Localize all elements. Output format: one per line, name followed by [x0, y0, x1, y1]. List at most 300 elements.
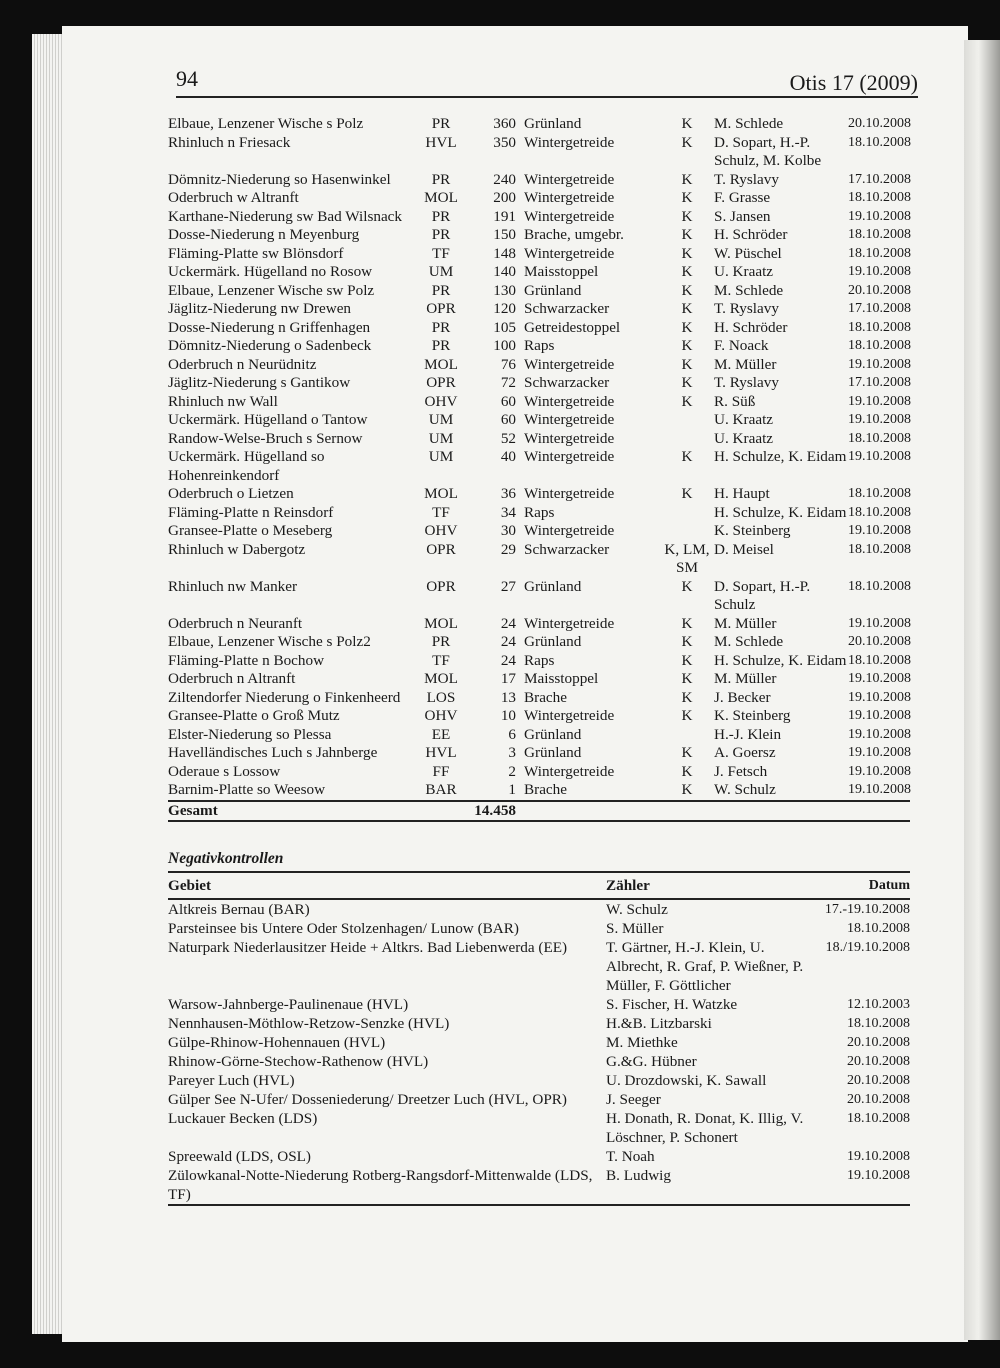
cell-area: Oderbruch n Altranft [168, 670, 296, 687]
cell-method: K [681, 170, 693, 188]
cell-area: Dömnitz-Niederung o Sadenbeck [168, 337, 372, 354]
cell-method: K [681, 189, 693, 206]
cell-habitat: Maisstoppel [524, 263, 599, 280]
table-row [168, 356, 910, 375]
cell-habitat: Wintergetreide [524, 411, 615, 428]
table-row [168, 1109, 910, 1147]
cell-habitat: Grünland [524, 281, 582, 299]
cell-method: K [681, 577, 693, 595]
negative-header-row [168, 872, 910, 899]
cell-observer: H.-J. Klein [714, 725, 782, 743]
total-row [168, 801, 910, 822]
cell-count: 36 [500, 485, 516, 502]
cell-habitat: Wintergetreide [524, 133, 615, 151]
cell-area: Fläming-Platte sw Blönsdorf [168, 244, 344, 262]
cell-method: K [681, 633, 693, 650]
cell-observer: W. Püschel [714, 244, 782, 262]
cell-method: K, LM, SM [664, 540, 710, 576]
cell-observer: J. Fetsch [714, 762, 768, 780]
cell-date: 18.10.2008 [848, 319, 911, 335]
cell-method: K [681, 281, 693, 299]
cell-area: Dosse-Niederung n Meyenburg [168, 226, 360, 243]
table-row [168, 707, 910, 726]
cell-date: 18.10.2008 [848, 190, 911, 205]
cell-date: 18.10.2008 [848, 541, 911, 557]
cell-area: Rhinluch n Friesack [168, 133, 291, 151]
cell-habitat: Wintergetreide [524, 762, 615, 780]
cell-count: 24 [500, 614, 516, 632]
cell-date: 18.10.2008 [848, 578, 911, 594]
cell-observer: H. Schulze, K. Eidam [714, 651, 847, 669]
cell-count: 6 [508, 725, 516, 743]
cell-habitat: Grünland [524, 725, 582, 743]
cell-habitat: Wintergetreide [524, 707, 615, 724]
cell-observer: U. Kraatz [714, 429, 774, 447]
cell-date: 18.10.2008 [848, 134, 911, 150]
table-row [168, 208, 910, 227]
cell-counter: M. Miethke [606, 1034, 678, 1051]
table-row [168, 263, 910, 282]
table-row [168, 189, 910, 208]
cell-district: PR [431, 207, 451, 225]
cell-district: OPR [426, 374, 456, 391]
cell-date: 20.10.2008 [848, 282, 911, 298]
cell-area: Naturpark Niederlausitzer Heide + Altkrs. Bad Liebenwerda (EE) [168, 939, 568, 956]
cell-count: 76 [500, 355, 516, 373]
cell-method [660, 522, 714, 541]
cell-method: K [681, 392, 693, 410]
cell-method: K [681, 263, 693, 280]
table-row [168, 938, 910, 995]
table-row [168, 485, 910, 504]
cell-method: K [681, 244, 693, 262]
cell-counter: S. Fischer, H. Watzke [606, 996, 738, 1013]
cell-habitat: Maisstoppel [524, 670, 599, 687]
cell-date: 18.10.2008 [847, 921, 910, 936]
cell-district: MOL [424, 189, 458, 206]
cell-method: K [681, 133, 693, 151]
cell-habitat: Wintergetreide [524, 355, 615, 373]
table-row [168, 134, 910, 171]
cell-method: K [681, 485, 693, 502]
cell-area: Rhinow-Görne-Stechow-Rathenow (HVL) [168, 1053, 429, 1070]
cell-district: MOL [424, 614, 458, 632]
cell-count: 52 [500, 429, 516, 447]
cell-method: K [681, 337, 693, 354]
cell-counter: J. Seeger [606, 1091, 661, 1108]
table-row [168, 615, 910, 634]
cell-observer: M. Müller [714, 614, 777, 632]
cell-method: K [681, 707, 693, 724]
negative-controls-table [168, 871, 910, 1206]
cell-area: Luckauer Becken (LDS) [168, 1110, 318, 1127]
table-row [168, 411, 910, 430]
cell-habitat: Wintergetreide [524, 189, 615, 206]
cell-method: K [681, 762, 693, 780]
cell-count: 17 [500, 670, 516, 687]
table-row [168, 245, 910, 264]
cell-area: Zülowkanal-Notte-Niederung Rotberg-Rangsdorf-Mittenwalde (LDS, TF) [168, 1166, 606, 1205]
table-row [168, 899, 910, 919]
cell-area: Gransee-Platte o Groß Mutz [168, 707, 340, 724]
table-row [168, 374, 910, 393]
cell-observer: T. Ryslavy [714, 170, 779, 188]
cell-date: 20.10.2008 [847, 1073, 910, 1088]
cell-habitat: Raps [524, 503, 555, 521]
cell-date: 19.10.2008 [848, 708, 911, 723]
cell-method: K [681, 207, 693, 225]
cell-habitat: Brache [524, 781, 568, 798]
cell-date: 17.10.2008 [848, 171, 911, 187]
table-row [168, 781, 910, 801]
cell-method [660, 430, 714, 449]
cell-area: Oderbruch n Neurüdnitz [168, 355, 317, 373]
cell-method: K [681, 781, 693, 798]
table-row [168, 300, 910, 319]
cell-area: Randow-Welse-Bruch s Sernow [168, 429, 363, 447]
cell-area: Elbaue, Lenzener Wische sw Polz [168, 281, 375, 299]
cell-area: Rhinluch w Dabergotz [168, 540, 306, 558]
cell-count: 191 [493, 207, 516, 225]
cell-date: 18./19.10.2008 [825, 940, 910, 955]
cell-habitat: Grünland [524, 115, 582, 132]
cell-habitat: Wintergetreide [524, 170, 615, 188]
cell-area: Oderbruch n Neuranft [168, 614, 303, 632]
cell-date: 19.10.2008 [848, 745, 911, 760]
table-row [168, 633, 910, 652]
cell-district: HVL [425, 133, 457, 151]
cell-date: 19.10.2008 [847, 1149, 910, 1164]
cell-area: Havelländisches Luch s Jahnberge [168, 744, 378, 761]
cell-date: 20.10.2008 [847, 1054, 910, 1069]
cell-count: 34 [500, 503, 516, 521]
cell-date: 19.10.2008 [848, 763, 911, 779]
cell-method [660, 504, 714, 523]
cell-area: Rhinluch nw Wall [168, 392, 278, 410]
cell-area: Altkreis Bernau (BAR) [168, 901, 310, 918]
cell-area: Nennhausen-Möthlow-Retzow-Senzke (HVL) [168, 1015, 450, 1032]
cell-date: 18.10.2008 [848, 430, 911, 446]
cell-counter: W. Schulz [606, 901, 668, 918]
cell-date: 12.10.2003 [847, 997, 910, 1012]
cell-area: Elbaue, Lenzener Wische s Polz [168, 115, 364, 132]
cell-count: 120 [493, 300, 516, 317]
cell-count: 29 [500, 540, 516, 558]
cell-observer: D. Sopart, H.-P. Schulz, M. Kolbe [714, 133, 822, 169]
table-row [168, 448, 910, 485]
cell-date: 19.10.2008 [814, 1166, 910, 1205]
cell-date: 19.10.2008 [848, 671, 911, 686]
cell-habitat: Grünland [524, 633, 582, 650]
cell-count: 13 [500, 688, 516, 706]
cell-district: FF [432, 762, 450, 780]
cell-observer: M. Schlede [714, 633, 784, 650]
cell-count: 350 [493, 133, 516, 151]
table-row [168, 522, 910, 541]
cell-habitat: Schwarzacker [524, 540, 610, 558]
cell-district: PR [431, 226, 451, 243]
cell-count: 140 [493, 263, 516, 280]
cell-date: 18.10.2008 [848, 227, 911, 242]
cell-habitat: Raps [524, 337, 555, 354]
cell-date: 20.10.2008 [847, 1035, 910, 1050]
cell-habitat: Wintergetreide [524, 614, 615, 632]
cell-method: K [681, 226, 693, 243]
cell-date: 19.10.2008 [848, 523, 911, 538]
cell-area: Barnim-Platte so Weesow [168, 781, 326, 798]
cell-method: K [681, 744, 693, 761]
cell-date: 19.10.2008 [848, 782, 911, 797]
cell-habitat: Schwarzacker [524, 374, 610, 391]
cell-district: OHV [424, 522, 458, 539]
cell-district: MOL [424, 670, 458, 687]
cell-observer: T. Ryslavy [714, 300, 779, 317]
cell-counter: G.&G. Hübner [606, 1053, 697, 1070]
cell-observer: H. Schulze, K. Eidam [714, 448, 847, 465]
page-number: 94 [176, 66, 198, 91]
cell-method: K [681, 374, 693, 391]
cell-area: Elbaue, Lenzener Wische s Polz2 [168, 633, 371, 650]
cell-date: 18.10.2008 [848, 245, 911, 261]
cell-observer: F. Grasse [714, 189, 771, 206]
cell-district: LOS [426, 688, 456, 706]
cell-habitat: Wintergetreide [524, 448, 615, 465]
cell-district: OHV [424, 707, 458, 724]
cell-area: Rhinluch nw Manker [168, 577, 298, 595]
cell-habitat: Grünland [524, 577, 582, 595]
table-row [168, 1147, 910, 1166]
cell-observer: U. Kraatz [714, 411, 774, 428]
cell-date: 20.10.2008 [848, 116, 911, 131]
cell-date: 18.10.2008 [847, 1016, 910, 1031]
table-row [168, 430, 910, 449]
cell-count: 105 [493, 318, 516, 336]
cell-habitat: Schwarzacker [524, 300, 610, 317]
cell-district: OPR [426, 540, 456, 558]
cell-area: Gülper See N-Ufer/ Dosseniederung/ Dreetzer Luch (HVL, OPR) [168, 1091, 567, 1108]
cell-area: Pareyer Luch (HVL) [168, 1072, 295, 1089]
cell-district: EE [431, 725, 451, 743]
cell-count: 360 [493, 115, 516, 132]
table-row [168, 282, 910, 301]
cell-habitat: Wintergetreide [524, 485, 615, 502]
cell-date: 18.10.2008 [848, 652, 911, 668]
cell-observer: U. Kraatz [714, 263, 774, 280]
cell-count: 100 [493, 337, 516, 354]
table-row [168, 1071, 910, 1090]
table-row [168, 1052, 910, 1071]
cell-district: MOL [424, 485, 458, 502]
cell-counter: B. Ludwig [606, 1166, 814, 1205]
cell-area: Elster-Niederung so Plessa [168, 725, 332, 743]
cell-count: 1 [508, 781, 516, 798]
cell-count: 27 [500, 577, 516, 595]
cell-observer: K. Steinberg [714, 707, 791, 724]
cell-habitat: Brache [524, 688, 568, 706]
cell-district: PR [431, 281, 451, 299]
cell-area: Dosse-Niederung n Griffenhagen [168, 318, 371, 336]
cell-method: K [681, 670, 693, 687]
cell-count: 150 [493, 226, 516, 243]
cell-district: PR [431, 318, 451, 336]
sightings-table [168, 115, 910, 822]
cell-area: Karthane-Niederung sw Bad Wilsnack [168, 207, 403, 225]
cell-count: 60 [500, 411, 516, 428]
table-row [168, 319, 910, 338]
cell-area: Oderbruch o Lietzen [168, 485, 294, 502]
table-row [168, 393, 910, 412]
cell-date: 19.10.2008 [848, 689, 911, 705]
table-row [168, 1166, 910, 1205]
cell-district: PR [431, 633, 451, 650]
cell-habitat: Brache, umgebr. [524, 226, 624, 243]
cell-area: Parsteinsee bis Untere Oder Stolzenhagen/ Lunow (BAR) [168, 920, 519, 937]
cell-observer: R. Süß [714, 392, 756, 410]
header-area: Gebiet [168, 872, 606, 899]
cell-area: Uckermärk. Hügelland o Tantow [168, 411, 368, 428]
table-row [168, 337, 910, 356]
cell-observer: H. Schröder [714, 226, 788, 243]
cell-method: K [681, 318, 693, 336]
table-row [168, 541, 910, 578]
cell-district: TF [432, 244, 450, 262]
cell-district: MOL [424, 355, 458, 373]
cell-district: UM [428, 448, 454, 465]
header-date: Datum [814, 872, 910, 899]
cell-area: Gülpe-Rhinow-Hohennauen (HVL) [168, 1034, 386, 1051]
cell-observer: M. Müller [714, 355, 777, 373]
cell-date: 18.10.2008 [848, 486, 911, 501]
cell-method: K [681, 614, 693, 632]
cell-observer: T. Ryslavy [714, 374, 779, 391]
table-row [168, 578, 910, 615]
negative-controls-title: Negativkontrollen [168, 850, 284, 867]
cell-observer: W. Schulz [714, 781, 776, 798]
cell-district: OPR [426, 300, 456, 317]
cell-date: 18.10.2008 [847, 1111, 910, 1126]
table-row [168, 744, 910, 763]
cell-count: 24 [500, 633, 516, 650]
cell-date: 17.-19.10.2008 [824, 902, 910, 917]
cell-count: 60 [500, 392, 516, 410]
header-counter: Zähler [606, 872, 814, 899]
cell-count: 24 [500, 651, 516, 669]
cell-district: TF [432, 651, 450, 669]
cell-date: 19.10.2008 [848, 264, 911, 279]
cell-area: Spreewald (LDS, OSL) [168, 1148, 311, 1165]
cell-date: 18.10.2008 [848, 338, 911, 353]
table-row [168, 504, 910, 523]
cell-count: 200 [493, 189, 516, 206]
cell-area: Fläming-Platte n Reinsdorf [168, 503, 334, 521]
cell-counter: U. Drozdowski, K. Sawall [606, 1072, 767, 1089]
cell-date: 17.10.2008 [848, 375, 911, 390]
cell-date: 20.10.2008 [847, 1092, 910, 1107]
cell-count: 3 [508, 744, 516, 761]
cell-count: 10 [500, 707, 516, 724]
cell-count: 72 [500, 374, 516, 391]
cell-method [660, 411, 714, 430]
table-row [168, 995, 910, 1014]
table-row [168, 763, 910, 782]
cell-observer: H. Schulze, K. Eidam [714, 503, 847, 521]
cell-habitat: Wintergetreide [524, 392, 615, 410]
table-row [168, 726, 910, 745]
cell-observer: K. Steinberg [714, 522, 791, 539]
cell-habitat: Getreidestoppel [524, 318, 621, 336]
cell-observer: M. Müller [714, 670, 777, 687]
table-row [168, 1014, 910, 1033]
table-row [168, 652, 910, 671]
cell-counter: H. Donath, R. Donat, K. Illig, V. Löschner, P. Schonert [606, 1110, 804, 1146]
table-row [168, 670, 910, 689]
cell-district: PR [431, 115, 451, 132]
cell-area: Jäglitz-Niederung s Gantikow [168, 374, 351, 391]
total-spacer [408, 801, 474, 822]
cell-area: Dömnitz-Niederung so Hasenwinkel [168, 170, 391, 188]
cell-area: Fläming-Platte n Bochow [168, 651, 325, 669]
cell-observer: H. Schröder [714, 318, 788, 336]
next-page-edge [964, 40, 1000, 1340]
cell-method: K [681, 300, 693, 317]
page-header [176, 66, 918, 98]
cell-observer: M. Schlede [714, 115, 784, 132]
cell-date: 19.10.2008 [848, 208, 911, 224]
table-row [168, 919, 910, 938]
cell-area: Ziltendorfer Niederung o Finkenheerd [168, 688, 401, 706]
cell-method: K [681, 448, 693, 465]
cell-date: 17.10.2008 [848, 301, 911, 316]
cell-district: HVL [425, 744, 457, 761]
cell-district: TF [432, 503, 450, 521]
cell-district: UM [428, 411, 454, 428]
cell-counter: T. Noah [606, 1148, 655, 1165]
cell-habitat: Wintergetreide [524, 522, 615, 539]
total-label: Gesamt [168, 801, 408, 822]
cell-count: 2 [508, 762, 516, 780]
cell-district: UM [428, 429, 454, 447]
cell-habitat: Grünland [524, 744, 582, 761]
cell-observer: H. Haupt [714, 485, 770, 502]
cell-method [660, 726, 714, 745]
cell-district: PR [431, 337, 451, 354]
cell-date: 19.10.2008 [848, 615, 911, 631]
cell-district: BAR [425, 781, 457, 798]
cell-habitat: Wintergetreide [524, 244, 615, 262]
cell-date: 19.10.2008 [848, 393, 911, 409]
table-row [168, 171, 910, 190]
cell-area: Uckermärk. Hügelland so Hohenreinkendorf [168, 448, 325, 484]
cell-method: K [681, 355, 693, 373]
cell-date: 19.10.2008 [848, 726, 911, 742]
cell-area: Gransee-Platte o Meseberg [168, 522, 333, 539]
cell-area: Oderaue s Lossow [168, 762, 281, 780]
cell-observer: D. Meisel [714, 540, 774, 558]
cell-count: 30 [500, 522, 516, 539]
cell-date: 20.10.2008 [848, 634, 911, 649]
cell-counter: S. Müller [606, 920, 664, 937]
cell-area: Jäglitz-Niederung nw Drewen [168, 300, 352, 317]
table-row [168, 689, 910, 708]
cell-observer: F. Noack [714, 337, 769, 354]
table-row [168, 1090, 910, 1109]
cell-observer: S. Jansen [714, 207, 771, 225]
cell-count: 240 [493, 170, 516, 188]
cell-district: OPR [426, 577, 456, 595]
cell-count: 148 [493, 244, 516, 262]
cell-observer: M. Schlede [714, 281, 784, 299]
cell-area: Uckermärk. Hügelland no Rosow [168, 263, 373, 280]
